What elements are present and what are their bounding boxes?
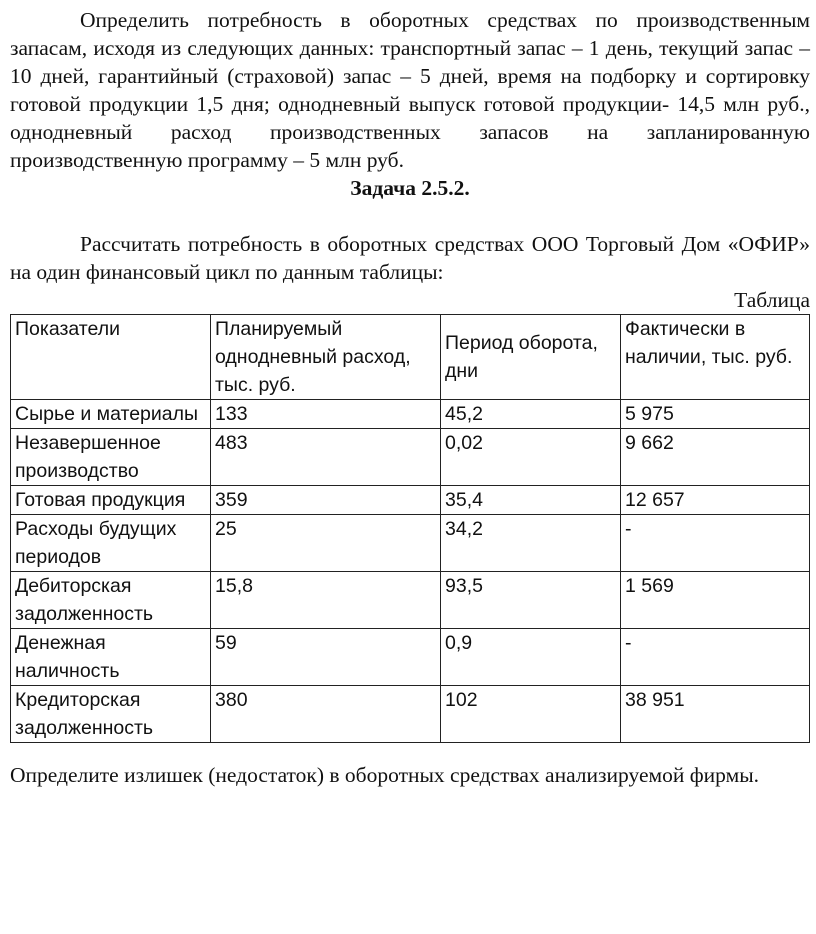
data-table (10, 314, 810, 743)
header-indicators: Показатели (11, 315, 211, 400)
table-row (11, 686, 810, 743)
table-cell: 35,4 (441, 486, 621, 515)
spacer (10, 202, 810, 230)
table-cell: 5 975 (621, 400, 810, 429)
table-cell: Денежная наличность (11, 629, 211, 686)
table-cell: 15,8 (211, 572, 441, 629)
table-cell: 12 657 (621, 486, 810, 515)
table-caption: Таблица (734, 288, 810, 312)
table-cell: Сырье и материалы (11, 400, 211, 429)
footer-paragraph: Определите излишек (недостаток) в оборотных средствах анализируемой фирмы. (10, 763, 760, 787)
table-cell: 1 569 (621, 572, 810, 629)
table-cell: 34,2 (441, 515, 621, 572)
table-cell: 359 (211, 486, 441, 515)
table-cell: 380 (211, 686, 441, 743)
header-turnover-period: Период оборота, дни (441, 315, 621, 400)
table-row (11, 515, 810, 572)
table-cell: 483 (211, 429, 441, 486)
table-cell: Готовая продукция (11, 486, 211, 515)
header-actual-available: Фактически в наличии, тыс. руб. (621, 315, 810, 400)
table-cell: 38 951 (621, 686, 810, 743)
table-cell: Незавершенное производство (11, 429, 211, 486)
task-title: Задача 2.5.2. (350, 176, 470, 200)
table-cell: 25 (211, 515, 441, 572)
table-cell: Дебиторская задолженность (11, 572, 211, 629)
table-cell: 59 (211, 629, 441, 686)
table-row (11, 429, 810, 486)
table-cell: 45,2 (441, 400, 621, 429)
table-cell: Кредиторская задолженность (11, 686, 211, 743)
table-row (11, 572, 810, 629)
table-cell: 0,02 (441, 429, 621, 486)
table-cell: - (621, 515, 810, 572)
table-cell: 93,5 (441, 572, 621, 629)
table-cell: Расходы будущих периодов (11, 515, 211, 572)
document-page (10, 6, 810, 789)
table-row (11, 400, 810, 429)
table-cell: 102 (441, 686, 621, 743)
table-header-row (11, 315, 810, 400)
table-cell: 133 (211, 400, 441, 429)
table-cell: 9 662 (621, 429, 810, 486)
task-paragraph: Рассчитать потребность в оборотных средствах ООО Торговый Дом «ОФИР» на один финансовый цикл по данным таблицы: (10, 232, 810, 284)
intro-paragraph: Определить потребность в оборотных средствах по производственным запасам, исходя из следующих данных: транспортный запас – 1 день, текущий запас – 10 дней, гарантийный (страховой) запас – 5 дней, время на подборку и сортировку готовой продукции 1,5 дня; однодневный выпуск готовой продукции- 14,5 млн руб., однодневный расход производственных запасов на запланированную производственную программу – 5 млн руб. (10, 8, 810, 172)
header-planned-daily-expense: Планируемый однодневный расход, тыс. руб. (211, 315, 441, 400)
table-cell: 0,9 (441, 629, 621, 686)
table-row (11, 629, 810, 686)
table-cell: - (621, 629, 810, 686)
table-row (11, 486, 810, 515)
